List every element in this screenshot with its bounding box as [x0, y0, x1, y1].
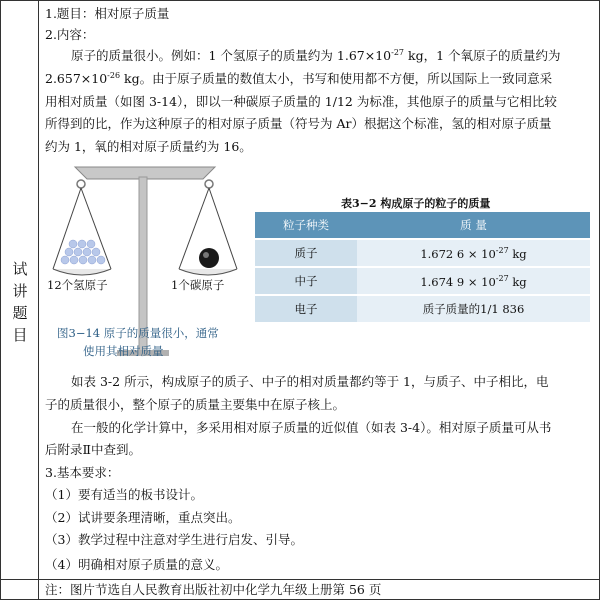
- table-row: [255, 267, 590, 295]
- topic-title: 1.题目：相对原子质量: [45, 6, 170, 21]
- side-label-char: 试: [12, 260, 28, 278]
- text: 2.657×10: [45, 71, 108, 86]
- paragraph2-line2: 子的质量很小，整个原子的质量主要集中在原子核上。: [45, 397, 346, 412]
- text: kg。由于原子质量的数值太小，书写和使用都不方便，所以国际上一致同意采: [120, 71, 553, 86]
- side-label-char: 目: [12, 326, 28, 344]
- particle-mass: [357, 239, 590, 267]
- exponent: -27: [495, 245, 509, 255]
- requirement-item: （2）试讲要条理清晰，重点突出。: [45, 510, 241, 525]
- paragraph3-line1: 在一般的化学计算中，多采用相对原子质量的近似值（如表 3-4）。相对原子质量可从书: [71, 420, 552, 435]
- content-heading: 2.内容：: [45, 27, 95, 42]
- table-row: [255, 239, 590, 267]
- paragraph3-line2: 后附录Ⅱ中查到。: [45, 442, 141, 457]
- requirement-item: （1）要有适当的板书设计。: [45, 487, 203, 502]
- side-label-char: 题: [12, 304, 28, 322]
- source-note: 注：图片节选自人民教育出版社初中化学九年级上册第 56 页: [45, 582, 382, 597]
- particle-name: 质子: [255, 239, 357, 267]
- paragraph2-line1: 如表 3-2 所示，构成原子的质子、中子的相对质量都约等于 1，与质子、中子相比，电: [71, 374, 549, 389]
- particle-mass-table: [255, 212, 590, 322]
- right-pan-label: 1个碳原子: [171, 278, 225, 292]
- particle-name: 中子: [255, 267, 357, 295]
- exponent: -27: [391, 47, 405, 57]
- side-label-column: [1, 1, 39, 599]
- exponent: -27: [495, 273, 509, 283]
- text: 原子的质量很小。例如：1 个氢原子的质量约为 1.67×10: [71, 48, 392, 63]
- table-header-row: [255, 212, 590, 239]
- table-header: 粒子种类: [255, 212, 357, 239]
- side-label-char: 讲: [12, 282, 28, 300]
- figure-caption-line1: 图3−14 原子的质量很小，通常: [57, 326, 219, 340]
- exponent: -26: [107, 70, 121, 80]
- paragraph1-line1: [45, 46, 561, 64]
- requirement-item: （3）教学过程中注意对学生进行启发、引导。: [45, 532, 303, 547]
- requirement-item: （4）明确相对原子质量的意义。: [45, 557, 228, 572]
- particle-mass: [357, 267, 590, 295]
- left-pan-label: 12个氢原子: [47, 278, 108, 292]
- table-header: 质 量: [357, 212, 590, 239]
- paragraph1-line2: [45, 69, 552, 87]
- paragraph1-line5: 约为 1，氧的相对原子质量约为 16。: [45, 139, 252, 154]
- figure-caption-line2: 使用其相对质量: [83, 344, 164, 358]
- text: kg: [508, 246, 527, 261]
- text: kg: [508, 274, 527, 289]
- table-caption: 表3−2 构成原子的粒子的质量: [341, 197, 491, 210]
- carbon-atom-icon: [199, 248, 219, 268]
- requirements-heading: 3.基本要求：: [45, 465, 120, 480]
- table-row: [255, 295, 590, 322]
- text: 质子质量的1/1 836: [422, 302, 525, 316]
- side-label: [11, 258, 29, 346]
- paragraph1-line4: 所得到的比，作为这种原子的相对原子质量（符号为 Ar）根据这个标准，氢的相对原子质量: [45, 116, 552, 131]
- particle-mass: [357, 295, 590, 322]
- text: 1.672 6 × 10: [420, 246, 496, 261]
- hydrogen-atoms: [61, 240, 105, 264]
- text: 1.674 9 × 10: [420, 274, 496, 289]
- text: kg，1 个氧原子的质量约为: [404, 48, 561, 63]
- textbook-figure: [45, 157, 593, 367]
- particle-name: 电子: [255, 295, 357, 322]
- paragraph1-line3: 用相对质量（如图 3-14），即以一种碳原子质量的 1/12 为标准，其他原子的质量与它相比较: [45, 94, 557, 109]
